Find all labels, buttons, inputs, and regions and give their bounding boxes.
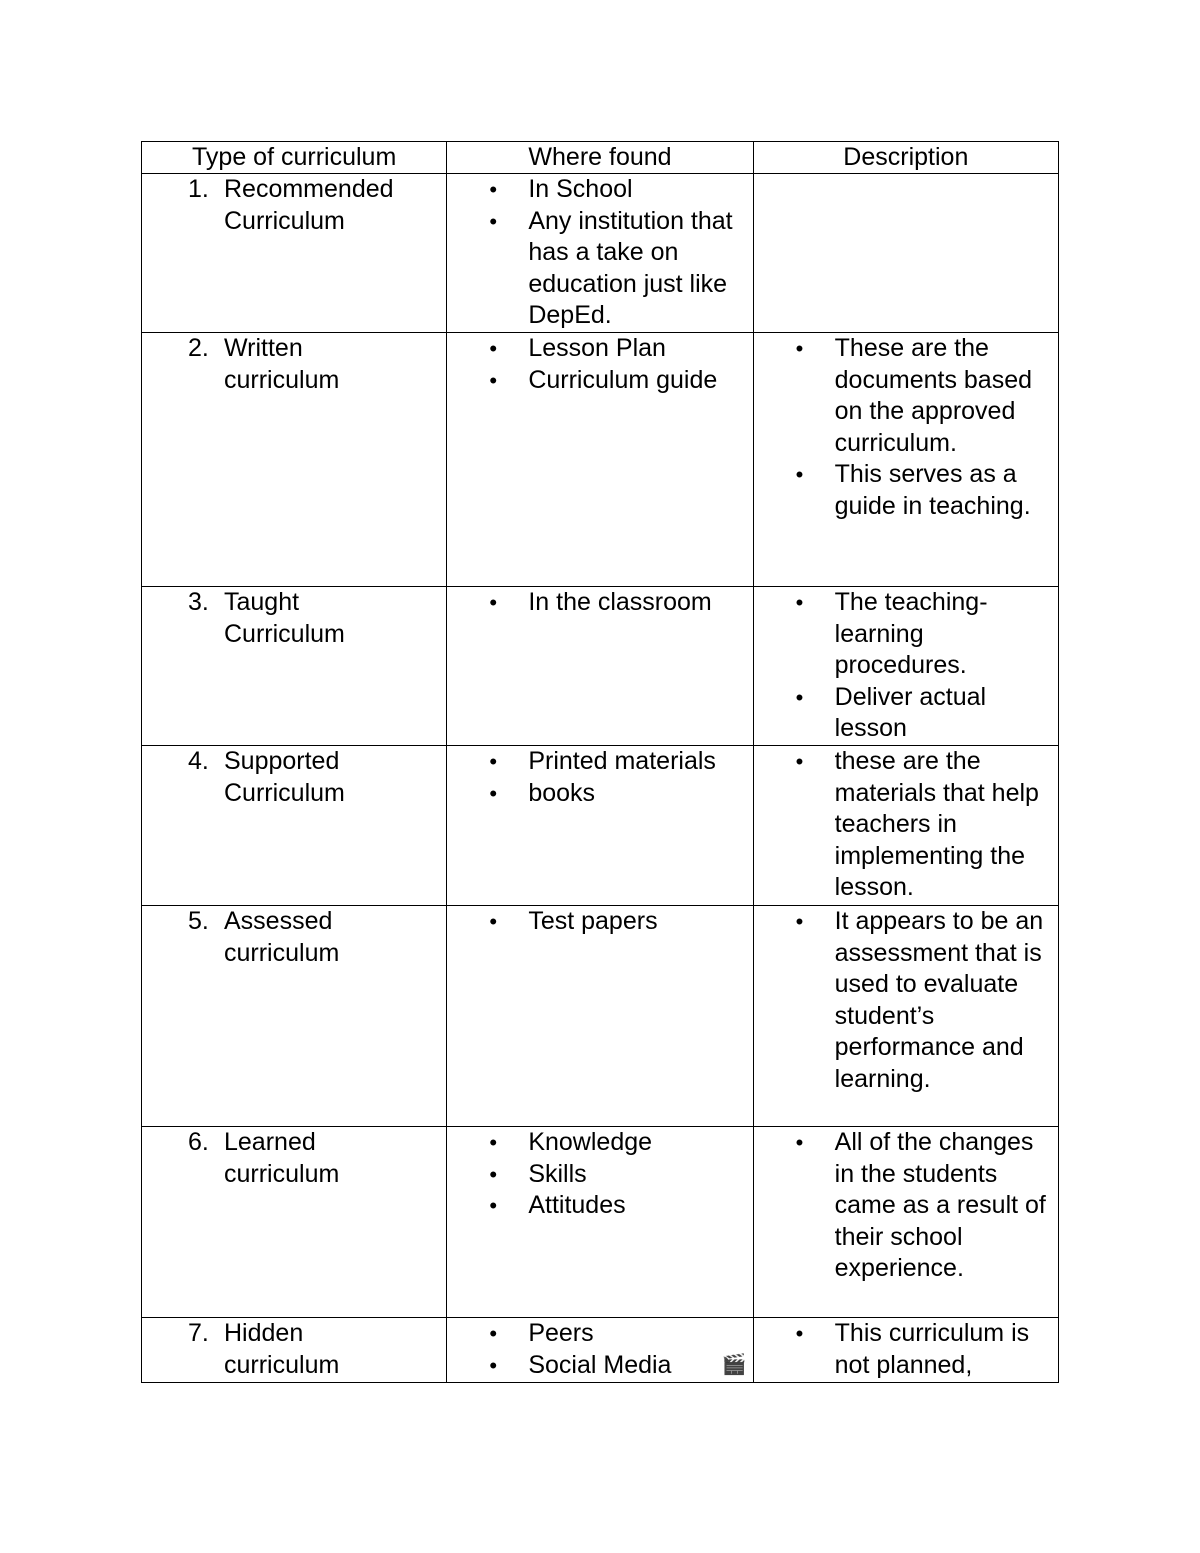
bullet-icon: • xyxy=(795,684,804,710)
bullet-icon: • xyxy=(489,367,498,393)
bullet-list xyxy=(754,746,1058,904)
curriculum-type-line: Learned xyxy=(224,1127,316,1156)
bullet-icon: • xyxy=(795,590,804,615)
table-row xyxy=(142,1317,1059,1382)
where-found-cell xyxy=(447,745,753,905)
header-type: Type of curriculum xyxy=(142,142,447,174)
curriculum-type xyxy=(224,1127,440,1190)
bullet-list xyxy=(447,746,752,809)
bullet-icon: • xyxy=(489,336,498,361)
list-item-text: Curriculum guide xyxy=(528,365,718,394)
list-item xyxy=(754,746,1058,904)
type-cell xyxy=(142,174,447,333)
bullet-list xyxy=(447,333,752,396)
bullet-icon: • xyxy=(795,336,804,361)
list-item-text: Social Media xyxy=(528,1350,672,1379)
list-item xyxy=(754,587,1058,682)
list-item-text: Any institution that has a take on education just like DepEd. xyxy=(528,206,733,330)
where-found-cell xyxy=(447,587,753,746)
list-item xyxy=(447,1159,752,1191)
bullet-icon: • xyxy=(489,590,498,615)
item-number: 3. xyxy=(188,588,209,616)
description-cell xyxy=(753,333,1058,587)
where-found-cell xyxy=(447,1126,753,1317)
table-row xyxy=(142,174,1059,333)
list-item xyxy=(447,587,752,619)
list-item-text: Knowledge xyxy=(528,1127,653,1156)
list-item-text: The teaching-learning procedures. xyxy=(834,588,988,680)
bullet-list xyxy=(447,587,752,619)
curriculum-table xyxy=(141,141,1059,1383)
list-item xyxy=(447,1190,752,1222)
bullet-list xyxy=(447,174,752,332)
numbered-item xyxy=(142,746,446,809)
table-row xyxy=(142,587,1059,746)
type-cell xyxy=(142,745,447,905)
list-item-text: It appears to be an assessment that is used to evaluate student’s performance and learning. xyxy=(834,906,1044,1093)
list-item-text: All of the changes in the students came as a result of their school experience. xyxy=(834,1127,1046,1283)
list-item-text: Attitudes xyxy=(528,1191,626,1220)
bullet-icon: • xyxy=(795,908,804,934)
bullet-list xyxy=(754,906,1058,1096)
list-item xyxy=(447,906,752,938)
list-item xyxy=(447,746,752,778)
curriculum-type-line: Curriculum xyxy=(224,619,345,648)
bullet-icon: • xyxy=(489,1352,498,1378)
description-cell xyxy=(753,1126,1058,1317)
list-item xyxy=(447,1127,752,1159)
list-item-text: This curriculum is not planned, xyxy=(834,1318,1030,1379)
item-number: 7. xyxy=(188,1318,209,1347)
list-item xyxy=(754,1318,1058,1381)
bullet-icon: • xyxy=(489,208,498,234)
curriculum-type-line: Written xyxy=(224,334,303,362)
bullet-icon: • xyxy=(489,177,498,202)
list-item-text: Test papers xyxy=(528,906,658,935)
where-found-cell xyxy=(447,174,753,333)
curriculum-type xyxy=(224,174,440,237)
curriculum-type-line: Recommended xyxy=(224,175,394,203)
list-item xyxy=(447,1350,752,1382)
numbered-item xyxy=(142,1318,446,1381)
list-item-text: This serves as a guide in teaching. xyxy=(834,460,1031,520)
curriculum-type-line: Hidden xyxy=(224,1318,304,1347)
header-where-found: Where found xyxy=(447,142,753,174)
bullet-list xyxy=(754,1318,1058,1381)
bullet-list xyxy=(447,1318,752,1381)
curriculum-type xyxy=(224,906,440,969)
bullet-icon: • xyxy=(489,748,498,774)
list-item-text: Printed materials xyxy=(528,746,716,775)
curriculum-type xyxy=(224,746,440,809)
list-item xyxy=(447,1318,752,1350)
curriculum-type-line: Curriculum xyxy=(224,206,345,235)
bullet-icon: • xyxy=(489,780,498,806)
description-cell xyxy=(753,587,1058,746)
curriculum-type-line: curriculum xyxy=(224,1350,340,1379)
list-item-text: In the classroom xyxy=(528,588,712,616)
bullet-icon: • xyxy=(489,1320,498,1346)
table-row xyxy=(142,333,1059,587)
description-cell xyxy=(753,174,1058,333)
table-header-row xyxy=(142,142,1059,174)
table-row xyxy=(142,1126,1059,1317)
list-item xyxy=(754,1127,1058,1285)
type-cell xyxy=(142,333,447,587)
bullet-list xyxy=(447,906,752,938)
bullet-icon: • xyxy=(795,748,804,774)
bullet-icon: • xyxy=(489,908,498,934)
list-item xyxy=(754,906,1058,1096)
list-item xyxy=(447,333,752,365)
curriculum-type-line: curriculum xyxy=(224,1159,340,1188)
item-number: 1. xyxy=(188,175,209,203)
list-item-text: these are the materials that help teachers in implementing the lesson. xyxy=(834,746,1039,902)
type-cell xyxy=(142,1126,447,1317)
bullet-icon: • xyxy=(795,1320,804,1346)
list-item-text: Peers xyxy=(528,1318,594,1347)
header-description: Description xyxy=(753,142,1058,174)
bullet-list xyxy=(754,333,1058,523)
curriculum-type-line: Curriculum xyxy=(224,778,345,807)
list-item xyxy=(447,174,752,206)
where-found-cell xyxy=(447,333,753,587)
numbered-item xyxy=(142,587,446,650)
list-item-text: Lesson Plan xyxy=(528,334,666,362)
item-number: 6. xyxy=(188,1127,209,1156)
description-cell xyxy=(753,745,1058,905)
bullet-icon: • xyxy=(489,1129,498,1155)
table-row xyxy=(142,905,1059,1126)
table-row xyxy=(142,745,1059,905)
bullet-icon: • xyxy=(489,1193,498,1219)
type-cell xyxy=(142,905,447,1126)
bullet-list xyxy=(447,1127,752,1222)
type-cell xyxy=(142,1317,447,1382)
list-item xyxy=(447,778,752,810)
list-item xyxy=(447,206,752,332)
item-number: 2. xyxy=(188,334,209,362)
curriculum-type xyxy=(224,333,440,396)
bullet-icon: • xyxy=(795,462,804,488)
where-found-cell xyxy=(447,1317,753,1382)
curriculum-type-line: Supported xyxy=(224,746,340,775)
bullet-list xyxy=(754,1127,1058,1285)
item-number: 5. xyxy=(188,906,209,935)
table-body xyxy=(142,174,1059,1383)
curriculum-type-line: curriculum xyxy=(224,938,340,967)
list-item-text: In School xyxy=(528,175,633,203)
list-item-text: books xyxy=(528,778,596,807)
list-item-text: These are the documents based on the approved curriculum. xyxy=(834,334,1033,457)
bullet-list xyxy=(754,587,1058,745)
description-cell xyxy=(753,1317,1058,1382)
numbered-item xyxy=(142,333,446,396)
list-item xyxy=(754,682,1058,745)
list-item xyxy=(754,333,1058,459)
clapperboard-icon: 🎬 xyxy=(721,1353,747,1376)
list-item-text: Deliver actual lesson xyxy=(834,682,987,743)
curriculum-type-line: curriculum xyxy=(224,365,340,394)
bullet-icon: • xyxy=(795,1129,804,1155)
where-found-cell xyxy=(447,905,753,1126)
list-item xyxy=(754,459,1058,522)
item-number: 4. xyxy=(188,746,209,775)
curriculum-type-line: Assessed xyxy=(224,906,333,935)
description-cell xyxy=(753,905,1058,1126)
bullet-icon: • xyxy=(489,1161,498,1187)
curriculum-type-line: Taught xyxy=(224,588,300,616)
numbered-item xyxy=(142,1127,446,1190)
numbered-item xyxy=(142,174,446,237)
curriculum-type xyxy=(224,587,440,650)
type-cell xyxy=(142,587,447,746)
numbered-item xyxy=(142,906,446,969)
curriculum-type xyxy=(224,1318,440,1381)
list-item-text: Skills xyxy=(528,1159,587,1188)
list-item xyxy=(447,365,752,397)
